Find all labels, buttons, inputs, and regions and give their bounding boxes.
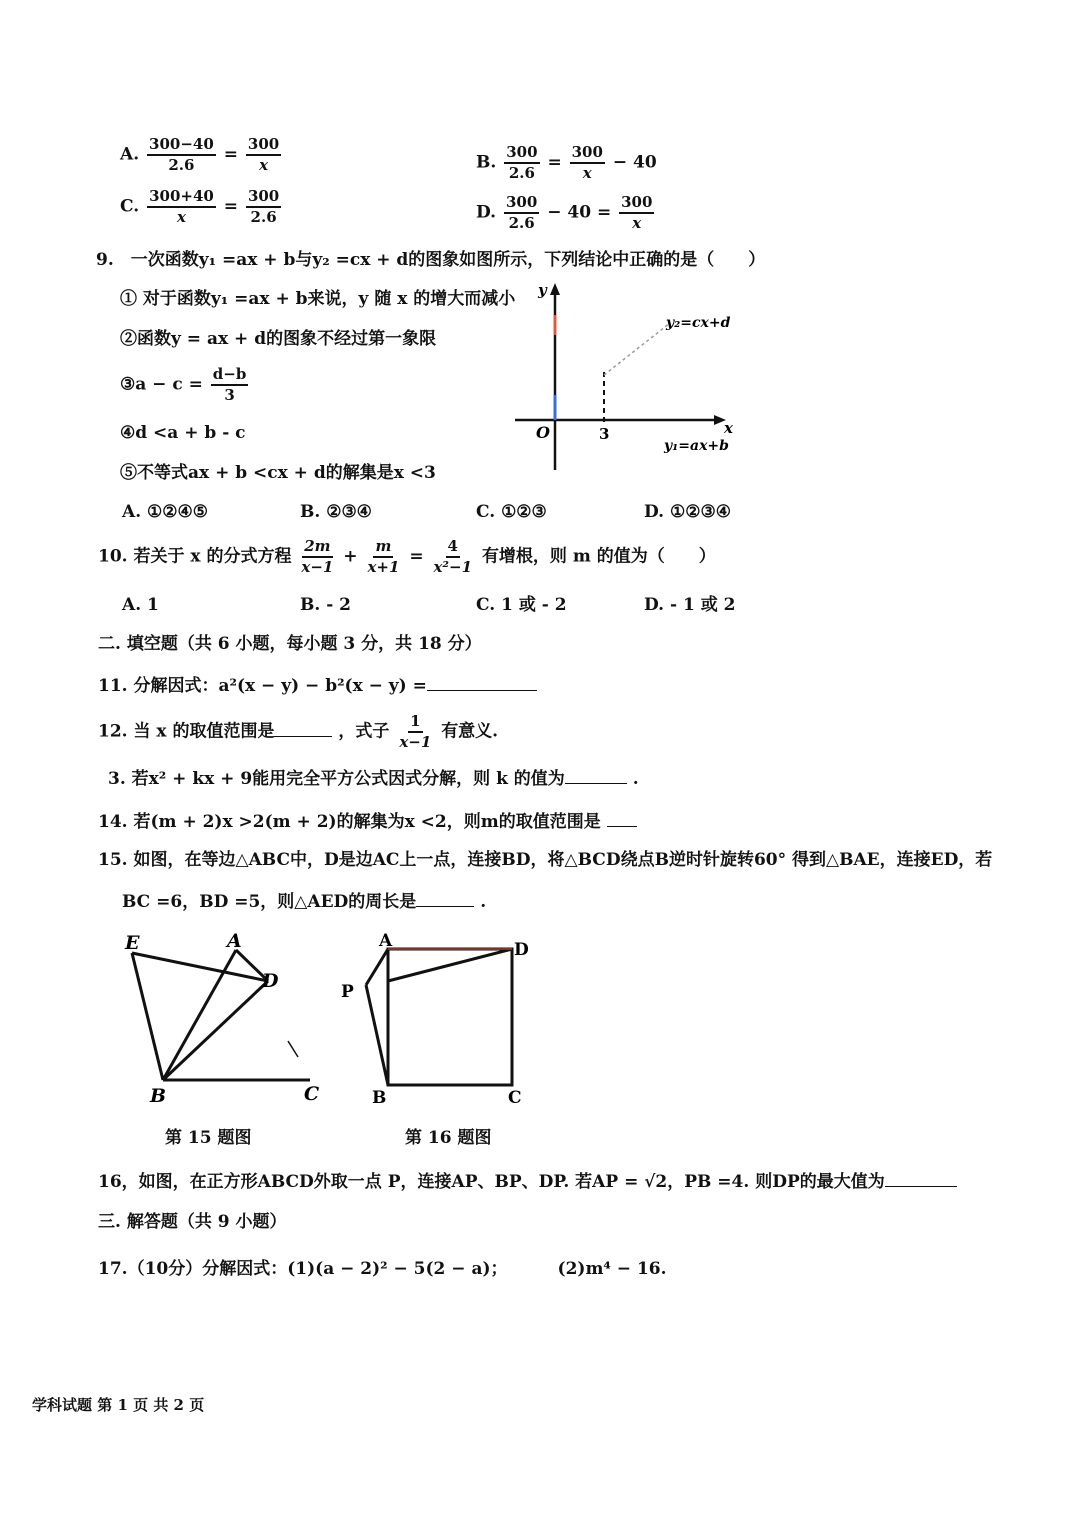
q9-option-b: B. ②③④ bbox=[300, 502, 372, 522]
q9-statement-1: ① 对于函数y₁ =ax + b来说，y 随 x 的增大而减小 bbox=[120, 289, 516, 309]
q12: 12. 当 x 的取值范围是 ，式子 $\frac{1}{x-1}$ 有意义. bbox=[98, 712, 499, 751]
fig16-edge-pb bbox=[366, 985, 388, 1085]
q8-option-a: A. $\frac{300-40}{2.6}$ = $\frac{300}{x}$ bbox=[120, 135, 280, 174]
graph-y-arrow bbox=[550, 283, 560, 295]
graph-line2-label: y₂=cx+d bbox=[666, 315, 731, 331]
fig15-label-b: B bbox=[150, 1085, 167, 1107]
fig15-label-a: A bbox=[227, 930, 242, 952]
q16-answer-blank[interactable] bbox=[885, 1172, 957, 1187]
fig16-label-b: B bbox=[372, 1088, 387, 1108]
q11: 11. 分解因式：a²(x − y) − b²(x − y) = bbox=[98, 676, 537, 696]
fig15-caption: 第 15 题图 bbox=[165, 1128, 252, 1148]
fig15-stray-mark bbox=[288, 1041, 298, 1057]
q9-statement-2: ②函数y = ax + d的图象不经过第一象限 bbox=[120, 329, 437, 349]
q13-answer-blank[interactable] bbox=[565, 769, 627, 784]
q9-stem: 9. 一次函数y₁ =ax + b与y₂ =cx + d的图象如图所示，下列结论中正确的是（ ） bbox=[96, 250, 766, 270]
graph-y-label: y bbox=[538, 281, 547, 299]
q9-option-d: D. ①②③④ bbox=[644, 502, 731, 522]
q8-option-c: C. $\frac{300+40}{x}$ = $\frac{300}{2.6}$ bbox=[120, 187, 280, 226]
graph-x-label: x bbox=[724, 419, 733, 437]
q10-option-d: D. - 1 或 2 bbox=[644, 595, 736, 615]
fig16-edge-pd bbox=[388, 949, 512, 981]
q11-answer-blank[interactable] bbox=[427, 676, 537, 691]
fig15-edge-ed bbox=[132, 953, 268, 981]
q8-option-d: D. $\frac{300}{2.6}$ − 40 = $\frac{300}{x}$ bbox=[476, 193, 653, 232]
q9-statement-3: ③a − c = $\frac{d-b}{3}$ bbox=[120, 365, 247, 404]
section-3-heading: 三. 解答题（共 9 小题） bbox=[98, 1212, 287, 1232]
q17: 17.（10分）分解因式：(1)(a − 2)² − 5(2 − a)； (2)m⁴ − 16. bbox=[98, 1259, 667, 1279]
q16: 16，如图，在正方形ABCD外取一点 P，连接AP、BP、DP. 若AP = √2，PB =4. 则DP的最大值为 bbox=[98, 1172, 957, 1192]
fig16-label-d: D bbox=[514, 940, 529, 960]
graph-origin-label: O bbox=[536, 423, 550, 442]
q14: 14. 若(m + 2)x >2(m + 2)的解集为x <2，则m的取值范围是 bbox=[98, 812, 637, 832]
q13: 3. 若x² + kx + 9能用完全平方公式因式分解，则 k 的值为 . bbox=[108, 769, 639, 789]
q9-statement-5: ⑤不等式ax + b <cx + d的解集是x <3 bbox=[120, 463, 436, 483]
q15-line-1: 15. 如图，在等边△ABC中，D是边AC上一点，连接BD，将△BCD绕点B逆时针旋转60° 得到△BAE，连接ED，若 bbox=[98, 850, 993, 870]
q10-option-b: B. - 2 bbox=[300, 595, 352, 615]
q9-graph bbox=[500, 275, 760, 480]
q9-statement-4: ④d <a + b - c bbox=[120, 423, 246, 443]
q15-answer-blank[interactable] bbox=[416, 892, 474, 907]
section-2-heading: 二. 填空题（共 6 小题，每小题 3 分，共 18 分） bbox=[98, 634, 482, 654]
fig16-label-c: C bbox=[508, 1088, 522, 1108]
q10-option-c: C. 1 或 - 2 bbox=[476, 595, 567, 615]
fig16-label-p: P bbox=[341, 982, 354, 1002]
q10-option-a: A. 1 bbox=[122, 595, 159, 615]
graph-line-y2 bbox=[604, 323, 670, 375]
fig15-edge-ba bbox=[163, 950, 236, 1080]
fig16-caption: 第 16 题图 bbox=[405, 1128, 492, 1148]
q9-option-a: A. ①②④⑤ bbox=[122, 502, 208, 522]
fig16-label-a: A bbox=[379, 931, 393, 951]
q8-option-b: B. $\frac{300}{2.6}$ = $\frac{300}{x}$ − 40 bbox=[476, 143, 657, 182]
q14-answer-blank[interactable] bbox=[607, 812, 637, 827]
graph-line1-label: y₁=ax+b bbox=[664, 438, 729, 454]
fig15-edge-bd bbox=[163, 981, 268, 1080]
page-footer: 学科试题 第 1 页 共 2 页 bbox=[32, 1396, 205, 1414]
figure-16 bbox=[341, 931, 529, 1108]
graph-tick-3: 3 bbox=[599, 425, 610, 443]
q10-stem: 10. 若关于 x 的分式方程 $\frac{2m}{x-1}$ + $\frac{m}{x+1}$ = $\frac{4}{\text{x²−1}}$ 有增根，则 m 的值为（ ） bbox=[98, 537, 716, 576]
figure-15 bbox=[124, 930, 319, 1107]
fig15-label-c: C bbox=[304, 1083, 320, 1105]
fig16-square-abcd bbox=[388, 949, 512, 1085]
fig15-label-d: D bbox=[262, 970, 279, 992]
fig16-edge-pa bbox=[366, 949, 388, 985]
fig15-label-e: E bbox=[125, 932, 140, 954]
q15-line-2: BC =6，BD =5，则△AED的周长是 . bbox=[122, 892, 487, 912]
fig15-edge-eb bbox=[132, 953, 163, 1080]
q12-answer-blank[interactable] bbox=[274, 722, 332, 737]
q9-option-c: C. ①②③ bbox=[476, 502, 547, 522]
figures-15-16 bbox=[110, 925, 550, 1125]
